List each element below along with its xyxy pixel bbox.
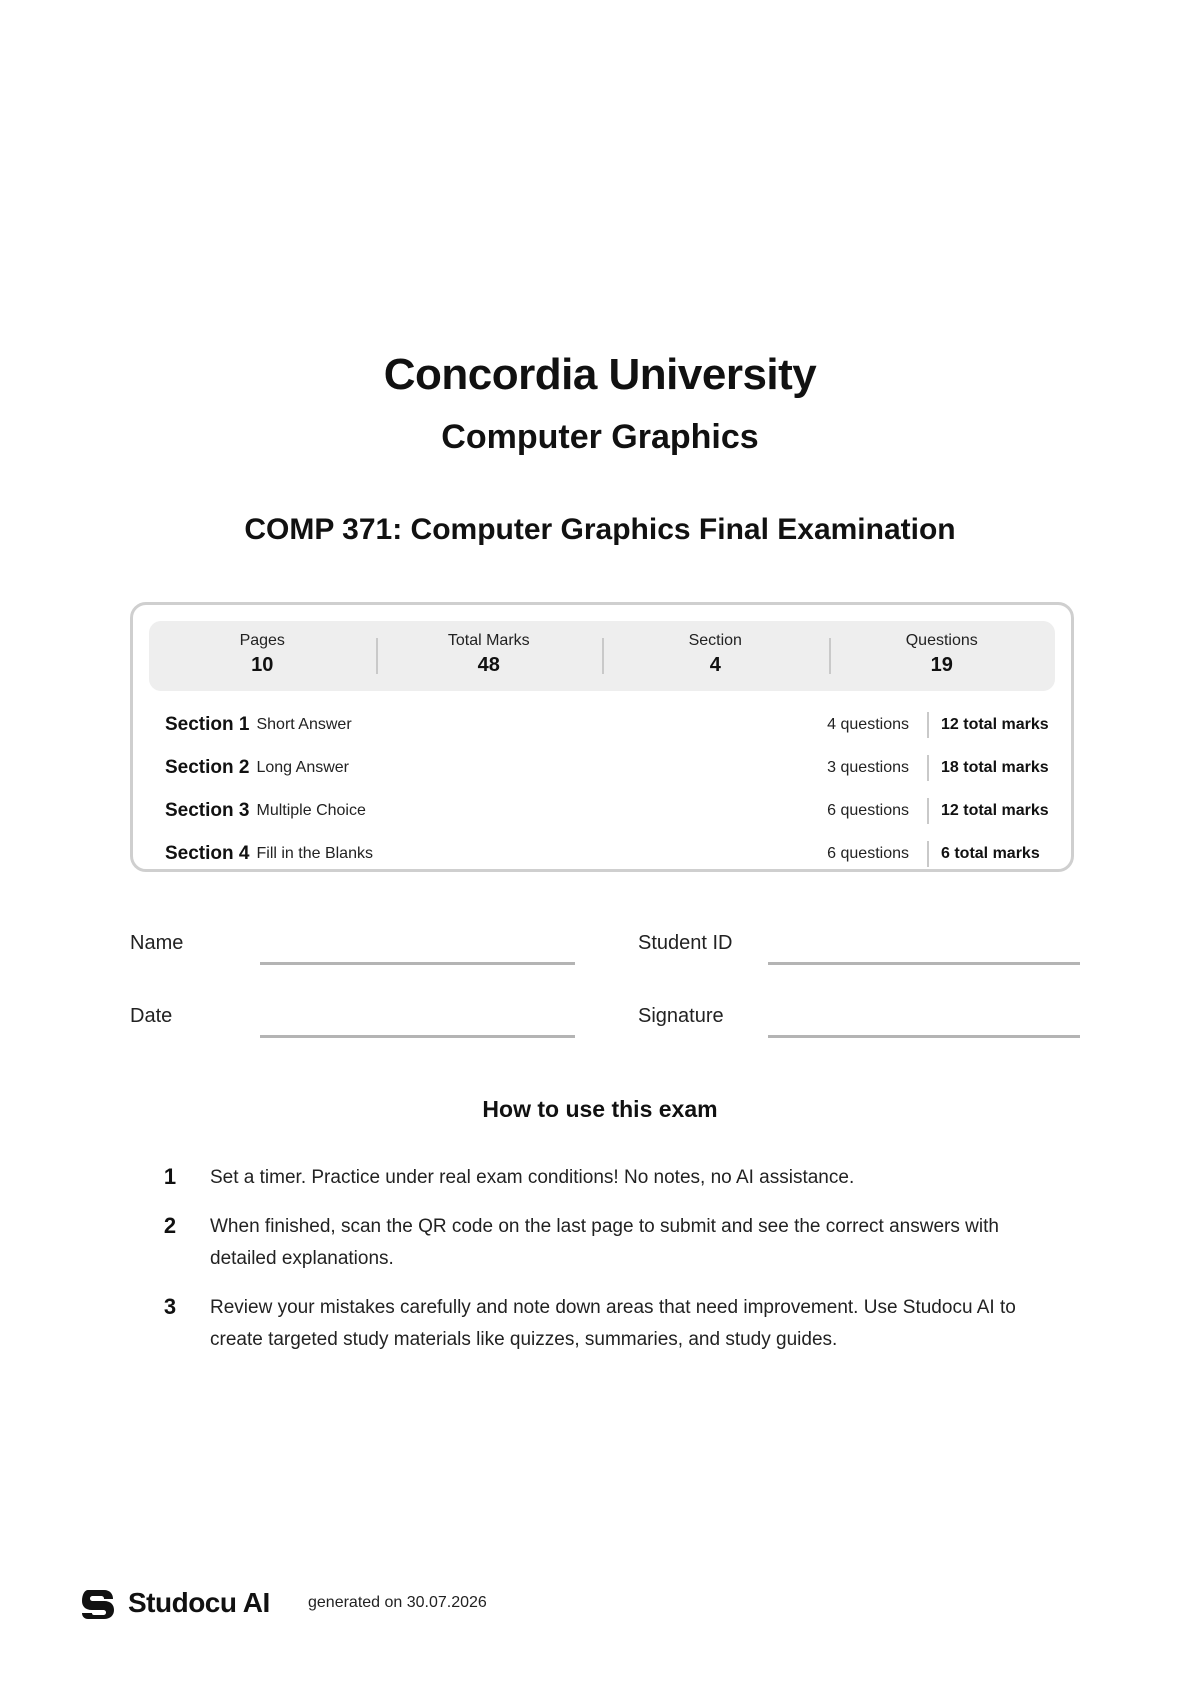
stat-value: 4 [709, 654, 721, 676]
divider [927, 798, 929, 824]
section-row [165, 703, 1049, 746]
step-number: 1 [163, 1164, 177, 1189]
section-type: Long Answer [256, 758, 349, 776]
section-question-count: 3 questions [827, 758, 909, 776]
section-question-count: 6 questions [827, 844, 909, 862]
section-marks: 18 total marks [941, 758, 1049, 776]
student-id-field[interactable] [768, 962, 1080, 965]
divider [927, 712, 929, 738]
stat-label: Questions [905, 632, 978, 649]
stat-value: 48 [477, 654, 500, 676]
divider [927, 755, 929, 781]
step-number: 2 [163, 1213, 177, 1238]
section-list [165, 703, 1049, 875]
section-name: Section 1 [165, 713, 250, 735]
student-id-label: Student ID [638, 932, 733, 954]
course-title: Computer Graphics [441, 418, 759, 456]
generated-date: generated on 30.07.2026 [308, 1594, 487, 1611]
section-row [165, 789, 1049, 832]
step-number: 3 [163, 1294, 177, 1319]
section-marks: 12 total marks [941, 801, 1049, 819]
name-field[interactable] [260, 962, 575, 965]
date-field[interactable] [260, 1035, 575, 1038]
footer-brand: Studocu AI [128, 1587, 270, 1618]
date-label: Date [130, 1005, 173, 1027]
section-question-count: 4 questions [827, 715, 909, 733]
university-title: Concordia University [383, 350, 817, 399]
step-text: Set a timer. Practice under real exam conditions! No notes, no AI assistance. [210, 1167, 855, 1188]
step-text: Review your mistakes carefully and note down areas that need improvement. Use Studocu AI to create targeted study materials like quizzes, summaries, and study guides. [210, 1297, 1016, 1350]
instructions-title: How to use this exam [482, 1096, 718, 1122]
section-row [165, 746, 1049, 789]
section-type: Short Answer [256, 715, 352, 733]
stat-pages [149, 621, 376, 691]
studocu-logo-icon [80, 1586, 116, 1622]
step-text: When finished, scan the QR code on the last page to submit and see the correct answers with detailed explanations. [210, 1216, 999, 1269]
exam-title: COMP 371: Computer Graphics Final Examination [244, 513, 956, 546]
divider [927, 841, 929, 867]
section-question-count: 6 questions [827, 801, 909, 819]
stat-section [602, 621, 829, 691]
stat-total-marks [376, 621, 603, 691]
section-name: Section 3 [165, 799, 250, 821]
stat-label: Total Marks [447, 632, 530, 649]
stat-label: Pages [239, 632, 285, 649]
signature-field[interactable] [768, 1035, 1080, 1038]
stat-value: 19 [930, 654, 953, 676]
stats-band [149, 621, 1055, 691]
section-name: Section 2 [165, 756, 250, 778]
section-marks: 6 total marks [941, 844, 1040, 862]
stat-questions [829, 621, 1056, 691]
section-row [165, 832, 1039, 875]
section-marks: 12 total marks [941, 715, 1049, 733]
stat-value: 10 [251, 654, 274, 676]
signature-label: Signature [638, 1005, 724, 1027]
section-name: Section 4 [165, 842, 250, 864]
stat-label: Section [688, 632, 742, 649]
section-type: Fill in the Blanks [256, 844, 373, 862]
section-type: Multiple Choice [256, 801, 366, 819]
name-label: Name [130, 932, 184, 954]
exam-summary-box [130, 602, 1074, 872]
